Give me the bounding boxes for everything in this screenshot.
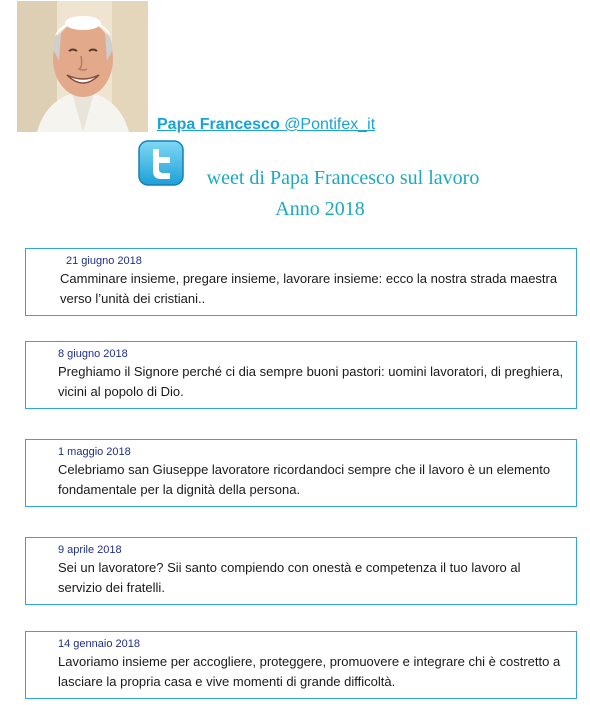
- page-title: weet di Papa Francesco sul lavoro: [206, 167, 480, 189]
- tweet-card: [25, 341, 577, 409]
- tweet-text: Preghiamo il Signore perché ci dia sempre buoni pastori: uomini lavoratori, di preghiera, vicini al popolo di Dio.: [58, 364, 564, 399]
- tweet-date: 21 giugno 2018: [66, 255, 142, 267]
- tweet-card: [25, 248, 577, 316]
- tweet-text: Celebriamo san Giuseppe lavoratore ricordandoci sempre che il lavoro è un elemento fondamentale per la dignità della persona.: [58, 462, 551, 497]
- tweet-text: Camminare insieme, pregare insieme, lavorare insieme: ecco la nostra strada maestra verso l’unità dei cristiani..: [60, 271, 558, 306]
- account-handle[interactable]: @Pontifex_it: [284, 116, 376, 133]
- tweet-date: 14 gennaio 2018: [58, 638, 140, 650]
- tweet-date: 8 giugno 2018: [58, 348, 128, 360]
- tweet-card: [25, 631, 577, 699]
- tweet-text: Lavoriamo insieme per accogliere, proteggere, promuovere e integrare chi è costretto a lasciare la propria casa e vive momenti di grande difficoltà.: [58, 654, 561, 689]
- account-heading[interactable]: [157, 116, 375, 134]
- pope-portrait-icon: [17, 1, 148, 132]
- page-subtitle: Anno 2018: [275, 198, 365, 220]
- tweet-card: [25, 537, 577, 605]
- tweet-card: [25, 439, 577, 507]
- portrait-drawing: [17, 1, 148, 132]
- account-name[interactable]: Papa Francesco: [157, 116, 280, 133]
- tweet-date: 9 aprile 2018: [58, 544, 122, 556]
- tweet-text: Sei un lavoratore? Sii santo compiendo con onestà e competenza il tuo lavoro al servizio dei fratelli.: [58, 560, 521, 595]
- tweet-date: 1 maggio 2018: [58, 446, 131, 458]
